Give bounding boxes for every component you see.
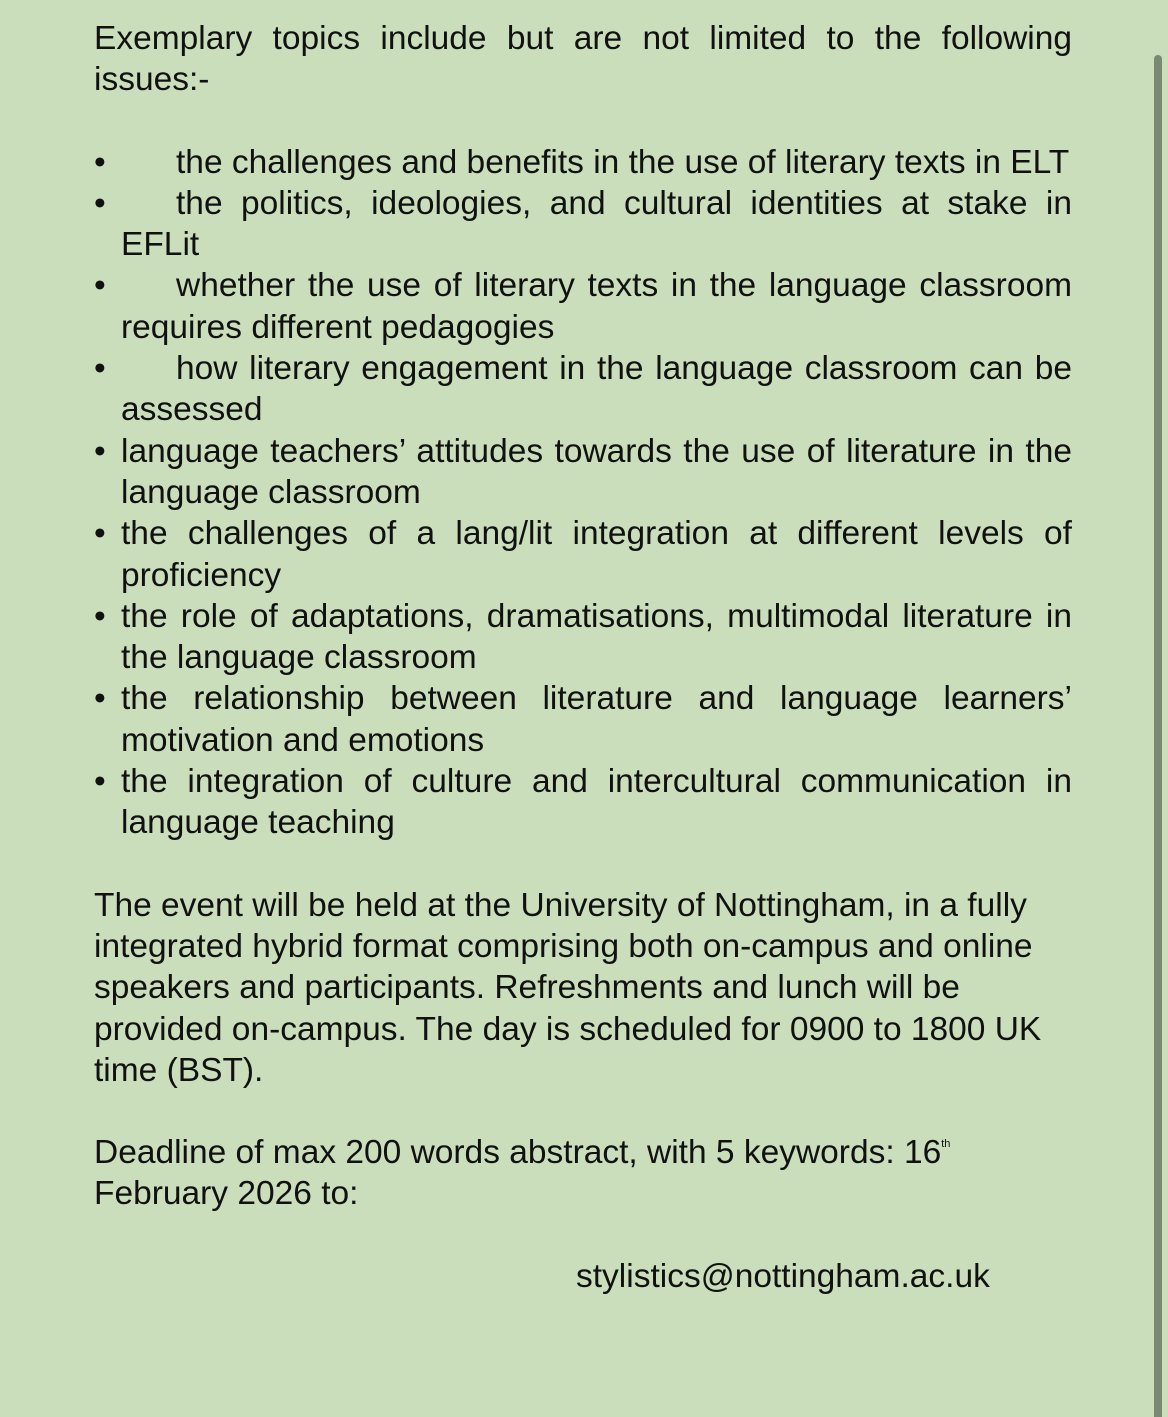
event-paragraph: The event will be held at the University of Nottingham, in a fully integrated hybrid format comprising both on-campus and online speakers and participants. Refreshments and lunch will be provided on-campus. The day is scheduled for 0900 to 1800 UK time (BST). (94, 886, 1042, 1089)
list-item (94, 142, 1072, 183)
topic-text: the challenges of a lang/lit integration at different levels of proficiency (121, 515, 1072, 594)
deadline-prefix: Deadline of max 200 words abstract, with 5 keywords: 16 (94, 1134, 942, 1172)
vertical-scrollbar[interactable] (1154, 55, 1162, 1417)
topic-text: the role of adaptations, dramatisations, multimodal literature in the language classroom (121, 597, 1072, 677)
bullet-icon: • (94, 432, 106, 470)
bullet-icon: • (94, 680, 106, 718)
topic-text: language teachers’ attitudes towards the use of literature in the language classroom (121, 432, 1072, 511)
list-item (94, 678, 1072, 761)
bullet-icon: • (94, 763, 106, 801)
bullet-icon: • (94, 143, 106, 181)
deadline-superscript: th (941, 1138, 951, 1151)
document-body (94, 18, 1072, 1297)
topic-text: the politics, ideologies, and cultural identities at stake in EFLit (121, 184, 1072, 264)
list-item (94, 431, 1072, 514)
topic-text: the integration of culture and intercultural communication in language teaching (121, 763, 1072, 842)
topic-text: how literary engagement in the language classroom can be assessed (121, 350, 1072, 429)
list-item (94, 183, 1072, 266)
bullet-icon: • (94, 184, 106, 222)
topics-list (94, 142, 1072, 844)
list-item (94, 761, 1072, 844)
bullet-icon: • (94, 267, 106, 305)
bullet-icon: • (94, 350, 106, 388)
list-item (94, 265, 1072, 348)
list-item (94, 513, 1072, 596)
deadline-suffix: February 2026 to: (94, 1175, 359, 1213)
bullet-icon: • (94, 515, 106, 553)
deadline-paragraph (94, 1132, 1072, 1215)
list-item (94, 596, 1072, 679)
topic-text: the challenges and benefits in the use of literary texts in ELT (176, 143, 1070, 181)
topic-text: whether the use of literary texts in the language classroom requires different pedagogies (121, 267, 1072, 346)
intro-text: Exemplary topics include but are not limited to the following issues:- (94, 20, 1072, 99)
bullet-icon: • (94, 597, 106, 635)
list-item (94, 348, 1072, 431)
contact-email[interactable]: stylistics@nottingham.ac.uk (576, 1257, 990, 1295)
topic-text: the relationship between literature and language learners’ motivation and emotions (121, 680, 1072, 759)
